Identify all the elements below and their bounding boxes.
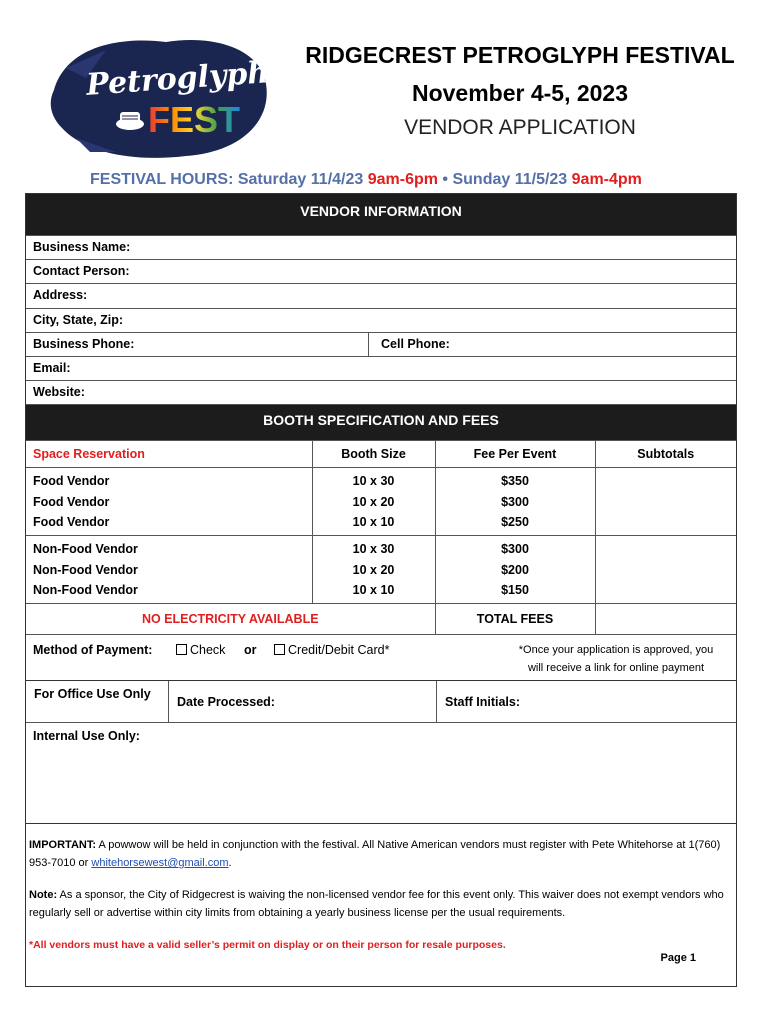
check-option[interactable] [176,643,225,657]
fees-header-row [26,441,736,468]
note-label: Note: [29,888,58,901]
check-checkbox[interactable] [176,644,187,655]
note-text: As a sponsor, the City of Ridgecrest is waiving the non-licensed vendor fee for this event only. This waiver does not exempt vendors who regularly sell or advertise within city limits from obtaining a yearly business license per the usual requirements. [29,888,724,920]
total-fees-field[interactable] [595,604,736,634]
address-field[interactable] [26,283,736,307]
festival-hours [90,171,710,189]
total-row [26,604,736,634]
total-fees-label: TOTAL FEES [435,604,595,634]
card-option-label: Credit/Debit Card* [288,642,390,657]
hours-saturday-time: 9am-6pm [367,171,438,188]
contact-person-field[interactable] [26,259,736,283]
payment-note-line1: *Once your application is approved, you [518,643,714,656]
card-checkbox[interactable] [274,644,285,655]
food-vendor-type: Food Vendor [33,514,110,529]
logo-text-bottom: FEST [148,99,241,140]
food-vendor-group [26,468,736,536]
booth-fees-heading: BOOTH SPECIFICATION AND FEES [26,404,736,440]
subtotals-header: Subtotals [595,441,736,468]
internal-use-label: Internal Use Only: [33,728,140,743]
office-use-row [26,680,736,722]
website-label: Website: [33,385,85,400]
date-processed-field[interactable] [169,681,437,722]
festival-dates: November 4-5, 2023 [411,80,629,106]
internal-use-field[interactable] [26,722,736,823]
online-payment-note [496,641,736,677]
non-food-vendor-type: Non-Food Vendor [33,542,138,557]
booth-size-header: Booth Size [312,441,435,468]
food-booth-size: 10 x 20 [352,494,395,509]
hours-sunday-label: Sunday 11/5/23 [452,171,572,188]
business-name-field[interactable] [26,235,736,259]
hours-bullet: • [437,171,453,188]
important-text: A powwow will be held in conjunction with the festival. All Native American vendors must register with Pete Whitehorse at 1(760) 953-7010 or [29,838,721,870]
food-subtotal-cell[interactable] [595,468,736,536]
contact-email-link[interactable]: whitehorsewest@gmail.com [91,857,229,870]
date-processed-label: Date Processed: [177,694,275,709]
phone-row [26,332,736,356]
space-reservation-header: Space Reservation [26,441,312,468]
hours-sunday-time: 9am-4pm [571,171,642,188]
business-phone-field[interactable] [33,337,134,351]
non-food-booth-size: 10 x 10 [352,582,395,597]
vendor-information-heading: VENDOR INFORMATION [26,194,736,235]
important-label: IMPORTANT: [29,838,97,851]
application-subtitle: VENDOR APPLICATION [404,116,636,139]
food-booth-size: 10 x 10 [352,514,395,529]
website-field[interactable] [26,380,736,404]
cell-phone-field[interactable] [368,333,450,356]
festival-title: RIDGECREST PETROGLYPH FESTIVAL [305,42,735,68]
vendor-application-form [25,193,737,987]
non-food-fee: $150 [501,582,529,597]
hours-saturday-label: FESTIVAL HOURS: Saturday 11/4/23 [90,171,368,188]
cell-phone-label: Cell Phone: [381,336,450,351]
food-fee: $250 [501,514,529,529]
non-food-fee: $300 [501,542,529,557]
city-state-zip-field[interactable] [26,308,736,332]
booth-fees-table [26,440,736,633]
non-food-booth-size: 10 x 30 [352,542,395,557]
contact-person-label: Contact Person: [33,264,130,279]
card-option[interactable] [274,643,389,657]
logo-text-top: Petroglyph [85,55,271,103]
address-label: Address: [33,288,88,303]
non-food-vendor-type: Non-Food Vendor [33,562,138,577]
check-option-label: Check [190,642,226,657]
food-fee: $300 [501,494,529,509]
food-vendor-type: Food Vendor [33,494,110,509]
pottery-icon [116,112,144,130]
food-fee: $350 [501,474,529,489]
city-state-zip-label: City, State, Zip: [33,312,124,327]
business-name-label: Business Name: [33,240,131,254]
non-food-fee: $200 [501,562,529,577]
or-label: or [244,642,257,657]
email-field[interactable] [26,356,736,380]
food-vendor-type: Food Vendor [33,474,110,489]
payment-method-label: Method of Payment: [33,642,153,657]
fee-per-event-header: Fee Per Event [435,441,595,468]
staff-initials-label: Staff Initials: [445,694,521,709]
staff-initials-field[interactable] [437,681,736,722]
business-phone-label: Business Phone: [33,336,135,351]
sponsor-note [29,886,728,923]
payment-method-row [26,634,736,680]
non-food-vendor-group [26,536,736,604]
office-use-label: For Office Use Only [26,681,169,722]
notes-section [26,823,736,986]
payment-note-line2: will receive a link for online payment [527,661,705,674]
email-label: Email: [33,360,71,375]
non-food-vendor-type: Non-Food Vendor [33,582,138,597]
permit-notice: *All vendors must have a valid seller’s permit on display or on their person for resale purposes. [29,938,506,951]
important-note [29,836,728,873]
non-food-booth-size: 10 x 20 [352,562,395,577]
no-electricity-notice: NO ELECTRICITY AVAILABLE [26,604,435,634]
food-booth-size: 10 x 30 [352,474,395,489]
page-number: Page 1 [660,952,696,965]
important-end: . [228,857,232,870]
petroglyph-fest-logo [46,28,272,164]
non-food-subtotal-cell[interactable] [595,536,736,604]
